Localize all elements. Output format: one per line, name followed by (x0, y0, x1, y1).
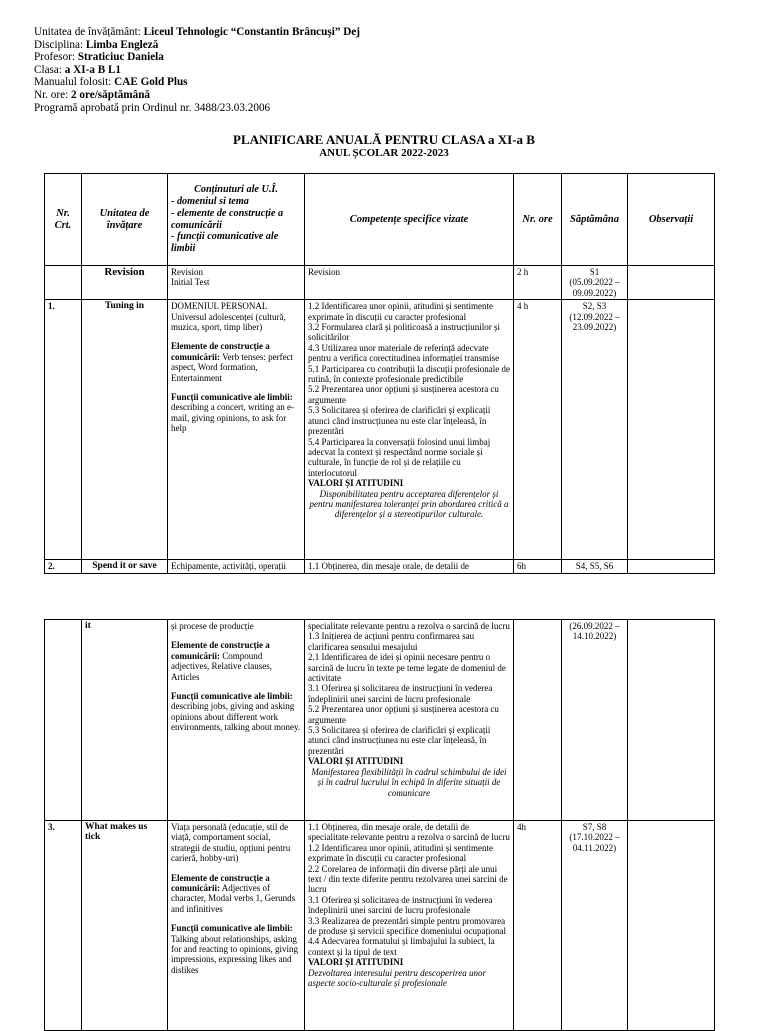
cell-competences: 1.1 Obținerea, din mesaje orale, de detalii de specialitate relevante pentru a rezolva o sarcină de lucru 1.2 Identificarea unor opinii, atitudini și sentimente exprimate în discuții cu caracter profesional 2.2 Corelarea de informații din diverse părți ale unui text / din texte diferite pentru rezolvarea unei sarcini de lucru 3.1 Oferirea și solicitarea de instrucțiuni în vederea îndeplinirii unei sarcini de lucru profesionale 3.3 Realizarea de prezentări simple pentru promovarea de produse și servicii specifice domeniului ocupațional 4.4 Adecvarea formatului și limbajului la subiect, la context și la tipul de text VALORI ȘI ATITUDINI Dezvoltarea interesului pentru descoperirea unor aspecte socio-culturale și profesionale (305, 821, 514, 1031)
cell-competences: Revision (305, 266, 514, 300)
planning-table-part-2 (44, 619, 715, 1031)
header-teacher: Profesor: Straticiuc Daniela (34, 51, 164, 64)
cell-nr: 1. (45, 300, 82, 560)
cell-hours: 6h (514, 560, 562, 573)
cell-content: Revision Initial Test (168, 266, 305, 300)
cell-hours (514, 620, 562, 821)
header-school: Unitatea de învățământ: Liceul Tehnologic “Constantin Brâncuși” Dej (34, 26, 360, 38)
cell-unit: Tuning in (82, 300, 168, 560)
cell-content: Viața personală (educație, stil de viață, comportament social, strategii de studiu, opțiuni pentru carieră, hobby-uri) Elemente de construcție a comunicării: Adjectives of character, Modal verbs 1, Gerunds and infinitives Funcții comunicative ale limbii: Talking about relationships, asking for and reacting to opinions, giving impressions, expressing likes and dislikes (168, 821, 305, 1031)
cell-competences: specialitate relevante pentru a rezolva o sarcină de lucru 1.3 Inițierea de acțiuni pentru confirmarea sau clarificarea sensului mesajului 2.1 Identificarea de idei și opinii necesare pentru o sarcină de lucru în texte pe teme legate de domeniul de activitate 3.1 Oferirea și solicitarea de instrucțiuni în vederea îndeplinirii unei sarcini de lucru profesionale 5.2 Prezentarea unor opțiuni și susținerea acestora cu argumente 5.3 Solicitarea și oferirea de clarificări și explicații atunci când instrucțiunea nu este clar înțeleasă, în prezentări VALORI ȘI ATITUDINI Manifestarea flexibilității în cadrul schimbului de idei și în cadrul lucrului în echipă în diferite situații de comunicare (305, 620, 514, 821)
cell-hours: 4 h (514, 300, 562, 560)
cell-notes (628, 620, 715, 821)
cell-competences: 1.1 Obținerea, din mesaje orale, de detalii de (305, 560, 514, 573)
document-header (34, 26, 360, 114)
col-header-week: Săptămâna (562, 174, 628, 266)
table-row-2-start (45, 560, 715, 573)
table-header-row (45, 174, 715, 266)
header-manual: Manualul folosit: CAE Gold Plus (34, 76, 188, 89)
header-program: Programă aprobată prin Ordinul nr. 3488/23.03.2006 (34, 101, 271, 114)
cell-content: Echipamente, activități, operații (168, 560, 305, 573)
col-header-hours: Nr. ore (514, 174, 562, 266)
cell-notes (628, 300, 715, 560)
cell-notes (628, 266, 715, 300)
cell-unit: Spend it or save (82, 560, 168, 573)
cell-nr: 2. (45, 560, 82, 573)
header-subject: Disciplina: Limba Engleză (34, 38, 159, 51)
table-row-2-continued (45, 620, 715, 821)
header-class: Clasa: a XI-a B L1 (34, 63, 122, 76)
cell-week: S7, S8 (17.10.2022 – 04.11.2022) (562, 821, 628, 1031)
cell-week: (26.09.2022 – 14.10.2022) (562, 620, 628, 821)
cell-nr (45, 266, 82, 300)
table-row-1 (45, 300, 715, 560)
page-subtitle: ANUL ȘCOLAR 2022-2023 (319, 147, 449, 159)
cell-unit: What makes us tick (82, 821, 168, 1031)
table-row-3 (45, 821, 715, 1031)
planning-table-part-1 (44, 173, 715, 574)
cell-hours: 2 h (514, 266, 562, 300)
cell-week: S4, S5, S6 (562, 560, 628, 573)
cell-unit: Revision (82, 266, 168, 300)
col-header-competences: Competențe specifice vizate (305, 174, 514, 266)
cell-content: DOMENIUL PERSONAL Universul adolescenței (cultură, muzica, sport, timp liber) Elemente de construcție a comunicării: Verb tenses: perfect aspect, Word formation, Entertainment Funcții comunicative ale limbii: describing a concert, writing an e-mail, giving opinions, to ask for help (168, 300, 305, 560)
cell-notes (628, 821, 715, 1031)
col-header-unit: Unitatea de învățare (82, 174, 168, 266)
cell-competences: 1.2 Identificarea unor opinii, atitudini și sentimente exprimate în discuții cu caracter profesional 3.2 Formularea clară și politicoasă a instrucțiunilor și solicitărilor 4.3 Utilizarea unor materiale de referință adecvate pentru a verifica corectitudinea informației transmise 5.1 Participarea cu contribuții la discuții profesionale de rutină, în contexte profesionale predictibile 5.2 Prezentarea unor opțiuni și susținerea acestora cu argumente 5.3 Solicitarea și oferirea de clarificări și explicații atunci când instrucțiunea nu este clar înțeleasă, în prezentări 5.4 Participarea la conversații folosind unui limbaj adecvat la context și respectând norme sociale și culturale, în funcție de rol și de relațiile cu interlocutorul VALORI ȘI ATITUDINI Disponibilitatea pentru acceptarea diferențelor și pentru manifestarea toleranței prin abordarea critică a diferențelor și a stereotipurilor culturale. (305, 300, 514, 560)
cell-hours: 4h (514, 821, 562, 1031)
header-hours: Nr. ore: 2 ore/săptămână (34, 88, 151, 101)
cell-week: S2, S3 (12.09.2022 – 23.09.2022) (562, 300, 628, 560)
table-row-revision (45, 266, 715, 300)
page-title: PLANIFICARE ANUALĂ PENTRU CLASA a XI-a B (233, 132, 535, 147)
cell-notes (628, 560, 715, 573)
col-header-nr: Nr. Crt. (45, 174, 82, 266)
col-header-notes: Observații (628, 174, 715, 266)
cell-week: S1 (05.09.2022 – 09.09.2022) (562, 266, 628, 300)
cell-unit: it (82, 620, 168, 821)
cell-nr: 3. (45, 821, 82, 1031)
cell-content: și procese de producție Elemente de construcție a comunicării: Compound adjectives, Relative clauses, Articles Funcții comunicative ale limbii: describing jobs, giving and asking opinions about different work environments, talking about money. (168, 620, 305, 821)
col-header-content: Conținuturi ale U.Î. - domeniul si tema - elemente de construcție a comunicării - funcții comunicative ale limbii (168, 174, 305, 266)
cell-nr (45, 620, 82, 821)
